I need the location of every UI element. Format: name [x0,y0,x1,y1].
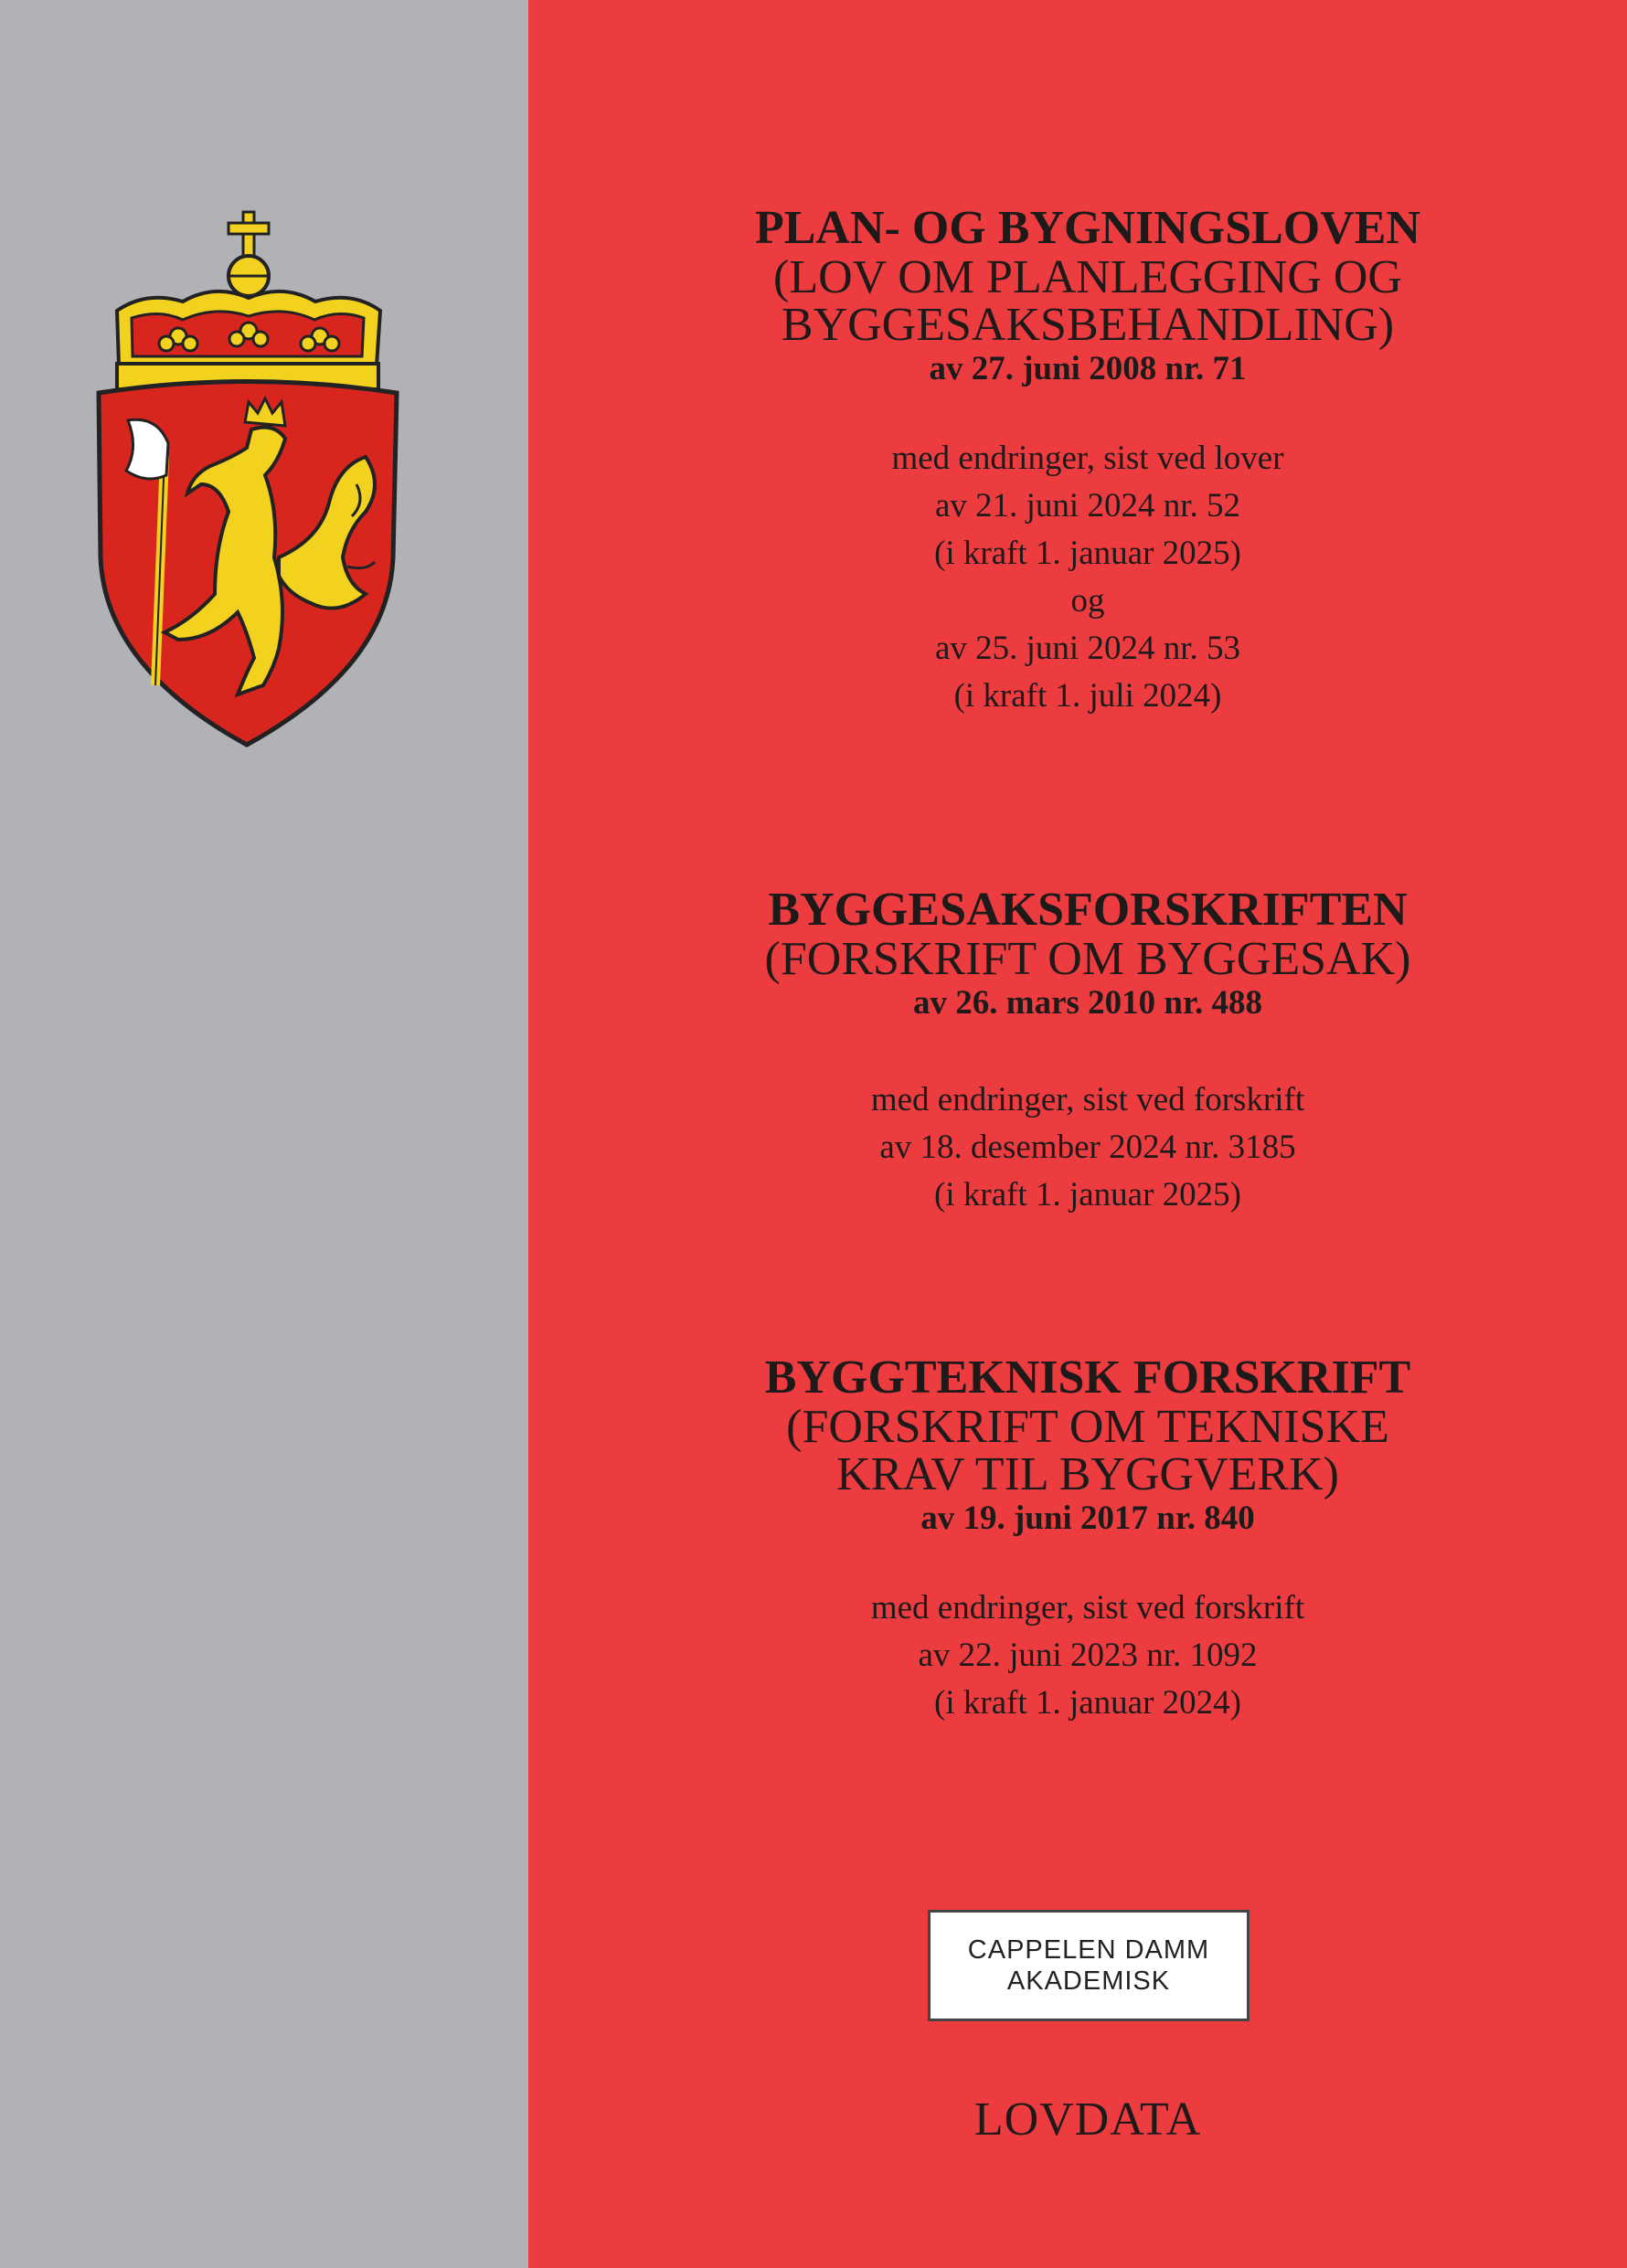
block2-amend-line: med endringer, sist ved forskrift [870,1081,1305,1118]
publisher-line2: AKADEMISK [1006,1966,1171,1996]
block3-subtitle-line: (FORSKRIFT OM TEKNISKE [786,1401,1389,1453]
block1-amend-line: (i kraft 1. juli 2024) [953,677,1222,715]
block2-amend-line: (i kraft 1. januar 2025) [934,1176,1241,1213]
block3-subtitle-line: KRAV TIL BYGGVERK) [836,1448,1339,1500]
block2-amend-line: av 18. desember 2024 nr. 3185 [879,1129,1296,1166]
norwegian-coat-of-arms-icon [91,210,402,749]
block1-amend-line: og [1070,582,1105,620]
block1-title: PLAN- OG BYGNINGSLOVEN [754,202,1421,254]
block2-subtitle-line: (FORSKRIFT OM BYGGESAK) [764,933,1411,985]
block3-amend-line: (i kraft 1. januar 2024) [934,1684,1241,1722]
block3-title: BYGGTEKNISK FORSKRIFT [764,1351,1411,1404]
block1-subtitle-line: BYGGESAKSBEHANDLING) [781,299,1395,351]
block3-amend-line: av 22. juni 2023 nr. 1092 [918,1637,1258,1674]
lovdata-brand: LOVDATA [973,2093,1202,2146]
block1-amend-line: av 25. juni 2024 nr. 53 [934,630,1240,667]
block1-amend-line: av 21. juni 2024 nr. 52 [934,487,1240,525]
block3-amend-line: med endringer, sist ved forskrift [870,1589,1305,1627]
block1-amend-line: med endringer, sist ved lover [891,440,1284,477]
block-byggteknisk-forskrift [695,1352,1481,1727]
block1-subtitle-line: (LOV OM PLANLEGGING OG [773,251,1402,303]
block1-date: av 27. juni 2008 nr. 71 [929,350,1247,387]
block-byggesaksforskriften [695,885,1481,1219]
block1-amend-line: (i kraft 1. januar 2025) [934,535,1241,572]
publisher-line1: CAPPELEN DAMM [967,1935,1210,1965]
block-plan-og-bygningsloven [695,203,1481,720]
block3-date: av 19. juni 2017 nr. 840 [920,1500,1255,1537]
block2-date: av 26. mars 2010 nr. 488 [913,984,1262,1022]
block2-title: BYGGESAKSFORSKRIFTEN [768,884,1408,936]
publisher-logo [928,1910,1249,2021]
